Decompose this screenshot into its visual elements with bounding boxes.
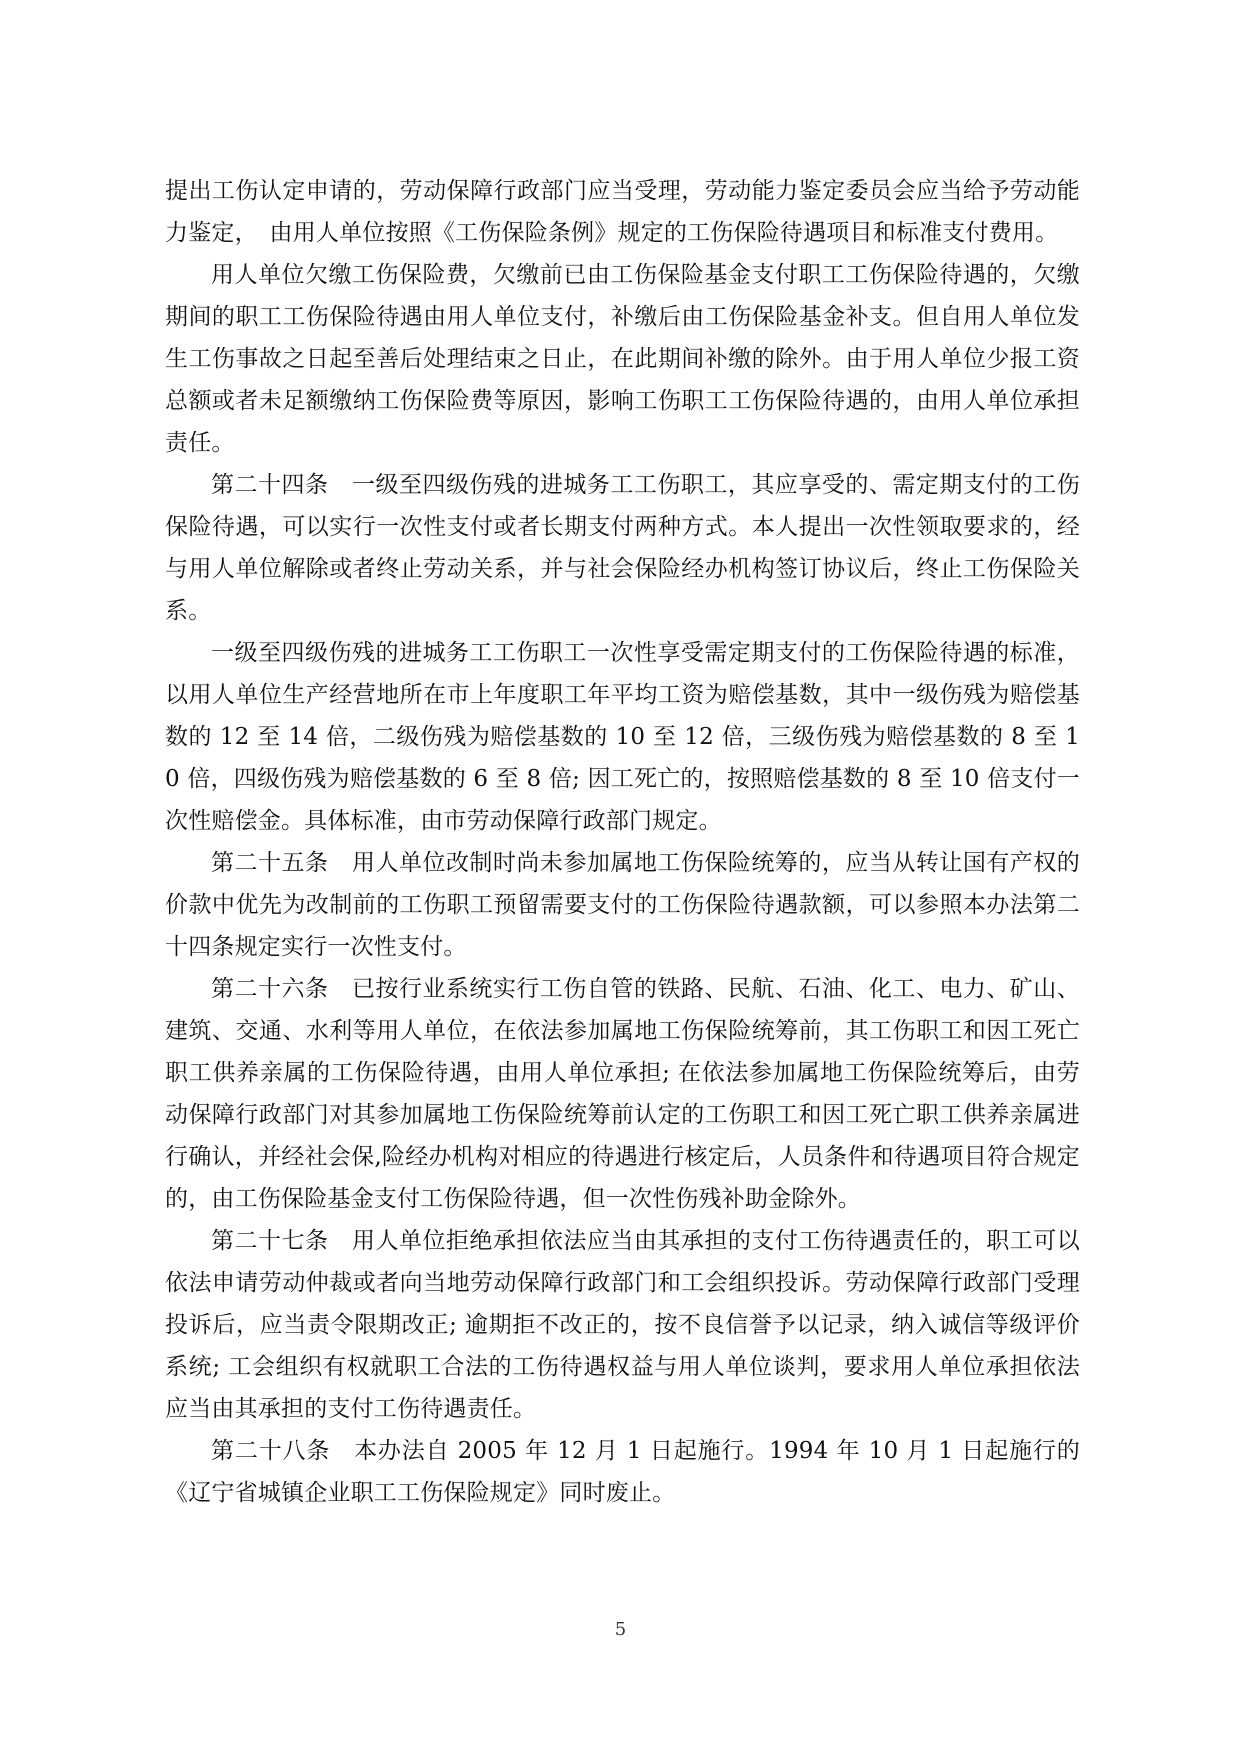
document-body [165,170,1080,1514]
paragraph-article-27: 第二十七条 用人单位拒绝承担依法应当由其承担的支付工伤待遇责任的，职工可以依法申请劳动仲裁或者向当地劳动保障行政部门和工会组织投诉。劳动保障行政部门受理投诉后，应当责令限期改正; 逾期拒不改正的，按不良信誉予以记录，纳入诚信等级评价系统; 工会组织有权就职工合法的工伤待遇权益与用人单位谈判，要求用人单位承担依法应当由其承担的支付工伤待遇责任。 [165,1228,1080,1422]
paragraph-article-24: 第二十四条 一级至四级伤残的进城务工工伤职工，其应享受的、需定期支付的工伤保险待遇，可以实行一次性支付或者长期支付两种方式。本人提出一次性领取要求的，经与用人单位解除或者终止劳动关系，并与社会保险经办机构签订协议后，终止工伤保险关系。 [165,472,1080,624]
page-number: 5 [614,1619,627,1640]
paragraph-article-28: 第二十八条 本办法自 2005 年 12 月 1 日起施行。1994 年 10 月 1 日起施行的《辽宁省城镇企业职工工伤保险规定》同时废止。 [165,1438,1080,1506]
paragraph-article-26: 第二十六条 已按行业系统实行工伤自管的铁路、民航、石油、化工、电力、矿山、建筑、交通、水利等用人单位，在依法参加属地工伤保险统筹前，其工伤职工和因工死亡职工供养亲属的工伤保险待遇，由用人单位承担; 在依法参加属地工伤保险统筹后，由劳动保障行政部门对其参加属地工伤保险统筹前认定的工伤职工和因工死亡职工供养亲属进行确认，并经社会保,险经办机构对相应的待遇进行核定后，人员条件和待遇项目符合规定的，由工伤保险基金支付工伤保险待遇，但一次性伤残补助金除外。 [165,976,1080,1212]
paragraph-article-25: 第二十五条 用人单位改制时尚未参加属地工伤保险统筹的，应当从转让国有产权的价款中优先为改制前的工伤职工预留需要支付的工伤保险待遇款额，可以参照本办法第二十四条规定实行一次性支付。 [165,850,1080,960]
paragraph-continuation: 提出工伤认定申请的，劳动保障行政部门应当受理，劳动能力鉴定委员会应当给予劳动能力鉴定， 由用人单位按照《工伤保险条例》规定的工伤保险待遇项目和标准支付费用。 [165,178,1080,246]
paragraph-article-24-standard: 一级至四级伤残的进城务工工伤职工一次性享受需定期支付的工伤保险待遇的标准，以用人单位生产经营地所在市上年度职工年平均工资为赔偿基数，其中一级伤残为赔偿基数的 12 至 14 倍，二级伤残为赔偿基数的 10 至 12 倍，三级伤残为赔偿基数的 8 至 10 倍，四级伤残为赔偿基数的 6 至 8 倍; 因工死亡的，按照赔偿基数的 8 至 10 倍支付一次性赔偿金。具体标准，由市劳动保障行政部门规定。 [165,640,1080,834]
paragraph-arrears: 用人单位欠缴工伤保险费，欠缴前已由工伤保险基金支付职工工伤保险待遇的，欠缴期间的职工工伤保险待遇由用人单位支付，补缴后由工伤保险基金补支。但自用人单位发生工伤事故之日起至善后处理结束之日止，在此期间补缴的除外。由于用人单位少报工资总额或者未足额缴纳工伤保险费等原因，影响工伤职工工伤保险待遇的，由用人单位承担责任。 [165,262,1080,456]
